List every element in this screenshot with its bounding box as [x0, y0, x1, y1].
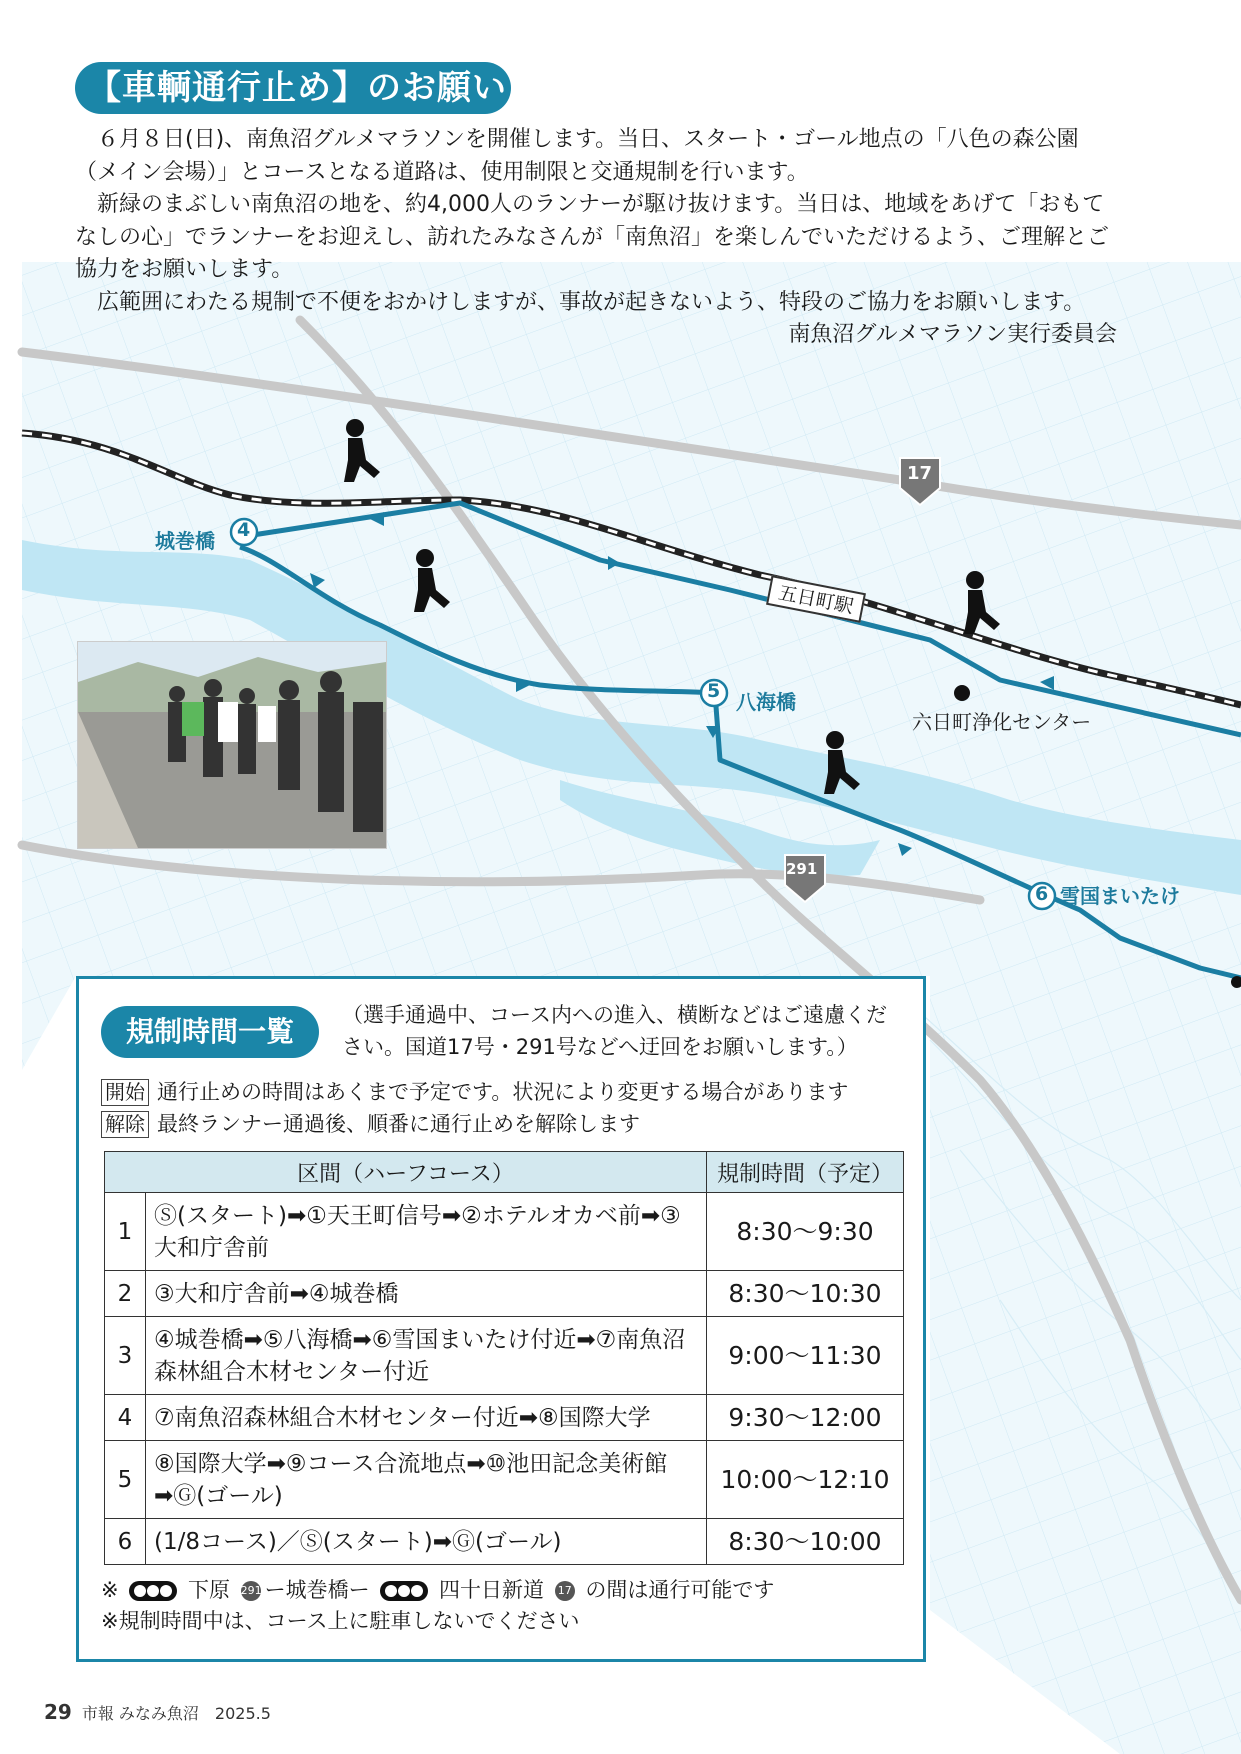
station-label: 五日町駅	[766, 575, 866, 623]
route-17-icon: 17	[555, 1581, 575, 1601]
row-section: Ⓢ(スタート)➡①天王町信号➡②ホテルオカベ前➡③大和庁舎前	[146, 1193, 707, 1271]
row-time: 9:30〜12:00	[707, 1395, 904, 1441]
row-number: 5	[105, 1441, 146, 1519]
row-section: (1/8コース)／Ⓢ(スタート)➡Ⓖ(ゴール)	[146, 1519, 707, 1565]
route-number-4: 4	[237, 519, 251, 541]
table-row	[105, 1271, 904, 1317]
header-time: 規制時間（予定）	[707, 1152, 904, 1193]
row-section: ④城巻橋➡⑤八海橋➡⑥雪国まいたけ付近➡⑦南魚沼森林組合木材センター付近	[146, 1317, 707, 1395]
footnote-1	[101, 1575, 901, 1606]
row-number: 3	[105, 1317, 146, 1395]
footnote-place-2: ー城巻橋ー	[264, 1578, 370, 1602]
route-number-5: 5	[707, 680, 721, 702]
page-title: 【車輌通行止め】のお願い	[75, 62, 511, 114]
page-footer	[44, 1700, 271, 1724]
row-number: 4	[105, 1395, 146, 1441]
legend-text-start: 通行止めの時間はあくまで予定です。状況により変更する場合があります	[157, 1080, 849, 1104]
legend-text-release: 最終ランナー通過後、順番に通行止めを解除します	[157, 1112, 640, 1136]
row-number: 1	[105, 1193, 146, 1271]
label-yukiguni-maitake: 雪国まいたけ	[1060, 884, 1180, 908]
row-number: 2	[105, 1271, 146, 1317]
footnote-mark: ※	[101, 1578, 119, 1602]
legend-tag-start: 開始	[101, 1079, 149, 1106]
table-row	[105, 1441, 904, 1519]
row-section: ③大和庁舎前➡④城巻橋	[146, 1271, 707, 1317]
legend-start	[101, 1077, 901, 1107]
route-291-icon: 291	[241, 1581, 261, 1601]
row-time: 8:30〜10:30	[707, 1271, 904, 1317]
row-time: 9:00〜11:30	[707, 1317, 904, 1395]
page-number: 29	[44, 1700, 72, 1724]
traffic-signal-icon	[380, 1581, 428, 1601]
intro-text	[75, 124, 1117, 352]
signature: 南魚沼グルメマラソン実行委員会	[788, 322, 1117, 347]
traffic-signal-icon	[129, 1581, 177, 1601]
label-purification-center: 六日町浄化センター	[912, 710, 1092, 734]
header-section: 区間（ハーフコース）	[105, 1152, 707, 1193]
label-hakkaibashi: 八海橋	[736, 690, 796, 714]
legend-tag-release: 解除	[101, 1111, 149, 1138]
label-shiromakibashi: 城巻橋	[155, 529, 215, 553]
table-row	[105, 1395, 904, 1441]
schedule-note: （選手通過中、コース内への進入、横断などはご遠慮ください。国道17号・291号などへ迂回をお願いします。）	[342, 1003, 887, 1059]
route-number-6: 6	[1035, 883, 1049, 905]
footnote-end: の間は通行可能です	[585, 1578, 775, 1602]
row-section: ⑦南魚沼森林組合木材センター付近➡⑧国際大学	[146, 1395, 707, 1441]
schedule-table	[104, 1151, 904, 1565]
publication-name: 市報 みなみ魚沼 2025.5	[81, 1704, 271, 1723]
table-row	[105, 1519, 904, 1565]
table-row	[105, 1317, 904, 1395]
footnotes	[101, 1575, 901, 1637]
footnote-2: ※規制時間中は、コース上に駐車しないでください	[101, 1609, 580, 1633]
row-time: 8:30〜9:30	[707, 1193, 904, 1271]
intro-paragraph-3: 広範囲にわたる規制で不便をおかけしますが、事故が起きないよう、特段のご協力をお願いします。	[97, 289, 1086, 315]
legend-release	[101, 1109, 901, 1139]
row-time: 8:30〜10:00	[707, 1519, 904, 1565]
road-sign-291: 291	[786, 860, 818, 878]
intro-paragraph-2: 新緑のまぶしい南魚沼の地を、約4,000人のランナーが駆け抜けます。当日は、地域をあげて「おもてなしの心」でランナーをお迎えし、訪れたみなさんが「南魚沼」を楽しんでいただけるよう、ご理解とご協力をお願いします。	[75, 192, 1110, 282]
table-row	[105, 1193, 904, 1271]
schedule-box	[76, 976, 926, 1662]
row-number: 6	[105, 1519, 146, 1565]
schedule-title: 規制時間一覧	[101, 1006, 319, 1058]
runners-photo	[77, 641, 387, 849]
row-time: 10:00〜12:10	[707, 1441, 904, 1519]
row-section: ⑧国際大学➡⑨コース合流地点➡⑩池田記念美術館➡Ⓖ(ゴール)	[146, 1441, 707, 1519]
intro-paragraph-1: ６月８日(日)、南魚沼グルメマラソンを開催します。当日、スタート・ゴール地点の「八色の森公園（メイン会場）」とコースとなる道路は、使用制限と交通規制を行います。	[75, 127, 1079, 185]
footnote-place-1: 下原	[187, 1578, 230, 1602]
footnote-place-3: 四十日新道	[439, 1578, 545, 1602]
road-sign-17: 17	[907, 463, 933, 484]
